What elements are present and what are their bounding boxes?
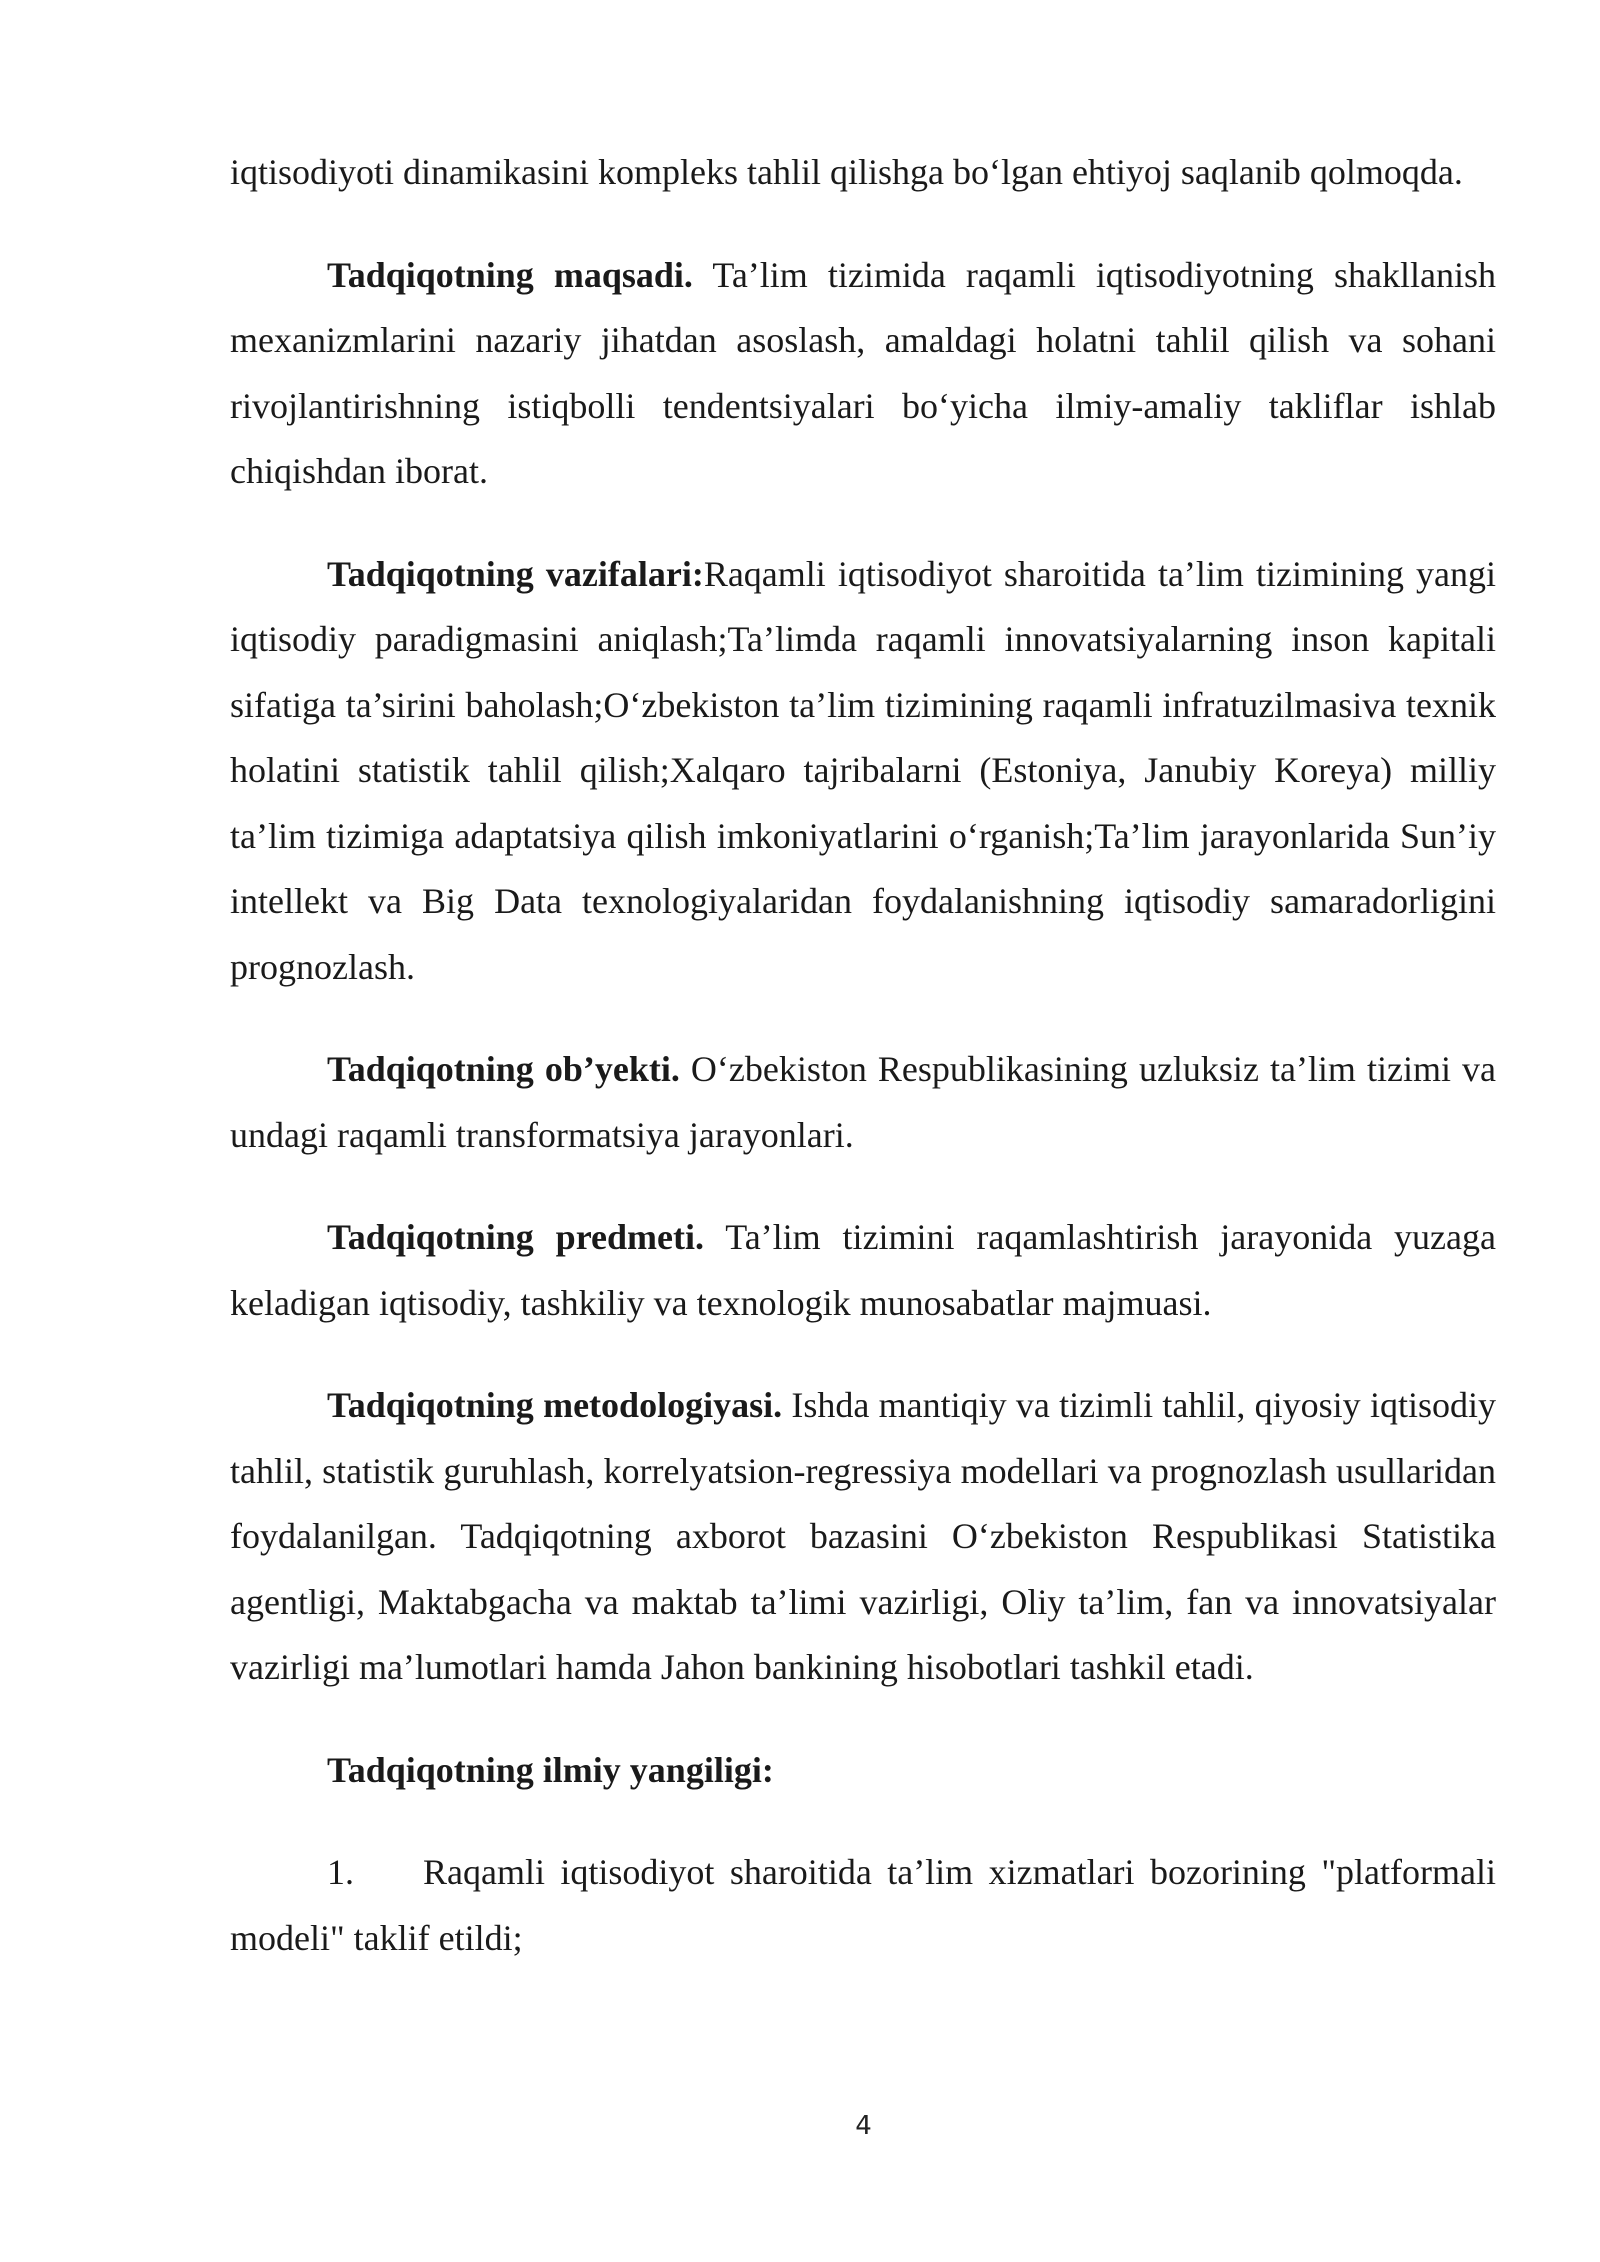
- paragraph-heading: Tadqiqotning ilmiy yangiligi:: [327, 1749, 774, 1790]
- paragraph-heading: Tadqiqotning metodologiyasi.: [327, 1385, 783, 1425]
- paragraph-heading: Tadqiqotning predmeti.: [327, 1217, 704, 1257]
- paragraph-heading: Tadqiqotning maqsadi.: [327, 254, 693, 295]
- document-page: [230, 140, 1496, 1971]
- paragraph-text: Ishda mantiqiy va tizimli tahlil, qiyosiy iqtisodiy tahlil, statistik guruhlash, korrelyatsion-regressiya modellari va prognozlash usullaridan foydalanilgan. Tadqiqotning axborot bazasini O‘zbekiston Respublikasi Statistika agentligi, Maktabgacha va maktab ta’limi vazirligi, Oliy ta’lim, fan va innovatsiyalar vazirligi ma’lumotlari hamda Jahon bankining hisobotlari tashkil etadi.: [230, 1385, 1496, 1687]
- paragraph-text: O‘zbekiston Respublikasining uzluksiz ta’lim tizimi va undagi raqamli transformatsiya jarayonlari.: [230, 1049, 1496, 1155]
- paragraph-text: Ta’lim tizimida raqamli iqtisodiyotning shakllanish mexanizmlarini nazariy jihatdan asoslash, amaldagi holatni tahlil qilish va sohani rivojlantirishning istiqbolli tendentsiyalari bo‘yicha ilmiy-amaliy takliflar ishlab chiqishdan iborat.: [230, 254, 1496, 491]
- paragraph-text: iqtisodiyoti dinamikasini kompleks tahlil qilishga bo‘lgan ehtiyoj saqlanib qolmoqda.: [230, 152, 1463, 192]
- paragraph-continuation: [230, 140, 1496, 206]
- list-item-number: 1.: [327, 1852, 354, 1892]
- list-item: [230, 1840, 1496, 1971]
- paragraph-text: Ta’lim tizimini raqamlashtirish jarayonida yuzaga keladigan iqtisodiy, tashkiliy va texnologik munosabatlar majmuasi.: [230, 1217, 1496, 1323]
- paragraph-research-subject: [230, 1205, 1496, 1336]
- paragraph-research-object: [230, 1037, 1496, 1168]
- paragraph-heading: Tadqiqotning vazifalari:: [327, 553, 704, 594]
- paragraph-research-methodology: [230, 1373, 1496, 1701]
- paragraph-research-tasks: [230, 542, 1496, 1001]
- paragraph-scientific-novelty: [230, 1738, 1496, 1804]
- page-number: 4: [855, 2111, 872, 2141]
- paragraph-text: Raqamli iqtisodiyot sharoitida ta’lim tizimining yangi iqtisodiy paradigmasini aniqlash;Ta’limda raqamli innovatsiyalarning inson kapitali sifatiga ta’sirini baholash;O‘zbekiston ta’lim tizimining raqamli infratuzilmasiva texnik holatini statistik tahlil qilish;Xalqaro tajribalarni (Estoniya, Janubiy Koreya) milliy ta’lim tizimiga adaptatsiya qilish imkoniyatlarini o‘rganish;Ta’lim jarayonlarida Sun’iy intellekt va Big Data texnologiyalaridan foydalanishning iqtisodiy samaradorligini prognozlash.: [230, 553, 1496, 987]
- list-item-text: Raqamli iqtisodiyot sharoitida ta’lim xizmatlari bozorining "platformali modeli" taklif etildi;: [230, 1852, 1496, 1958]
- paragraph-heading: Tadqiqotning ob’yekti.: [327, 1049, 680, 1089]
- paragraph-research-goal: [230, 243, 1496, 505]
